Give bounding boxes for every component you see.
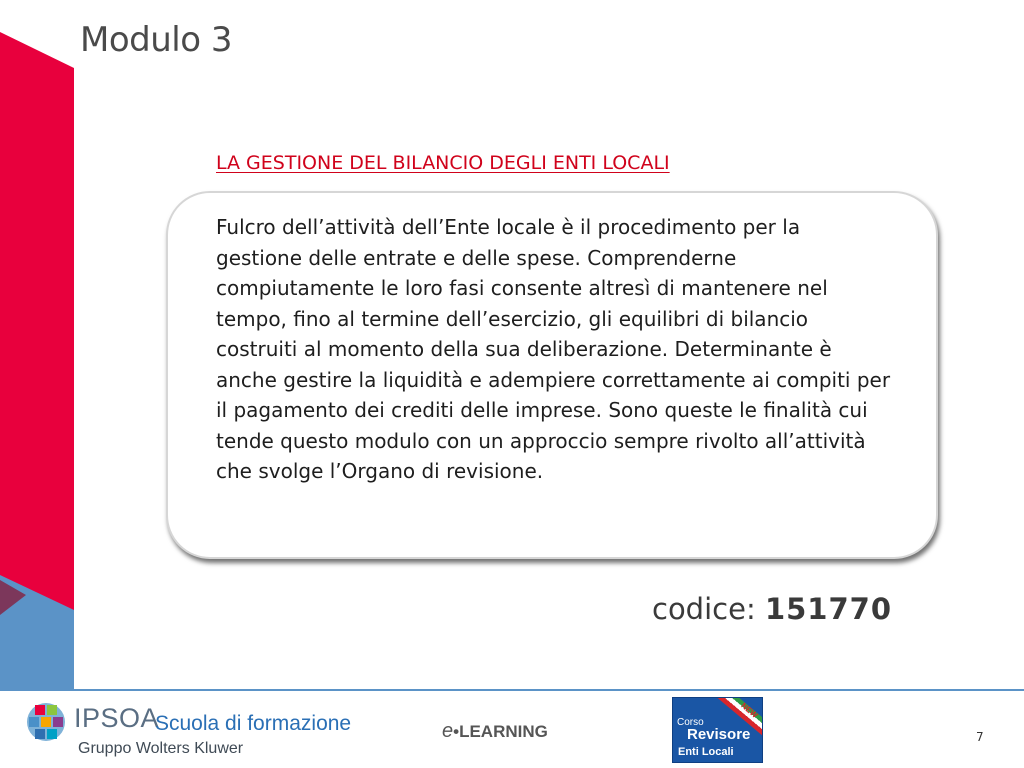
section-heading: LA GESTIONE DEL BILANCIO DEGLI ENTI LOCALI <box>216 152 670 174</box>
slide-title: Modulo 3 <box>80 20 232 60</box>
ipsoa-logo-icon <box>24 700 68 744</box>
badge-new-label: NEW <box>739 701 760 720</box>
page-number: 7 <box>976 730 984 744</box>
badge-enti-locali: Enti Locali <box>678 746 734 758</box>
scuola-di-formazione: Scuola di formazione <box>155 712 352 735</box>
elearning-text: •LEARNING <box>453 722 548 741</box>
gruppo-wolters-kluwer: Gruppo Wolters Kluwer <box>78 740 244 757</box>
elearning-logo <box>442 720 548 743</box>
ipsoa-brand: IPSOA <box>74 703 160 733</box>
course-code-label: codice: <box>652 592 756 626</box>
elearning-e: e <box>442 720 454 742</box>
module-description: Fulcro dell’attività dell’Ente locale è il procedimento per la gestione delle entrate e delle spese. Comprenderne compiutamente le loro fasi consente altresì di mantenere nel tempo, fino al termine dell’esercizio, gli equilibri di bilancio costruiti al momento della sua deliberazione. Determinante è anche gestire la liquidità e adempiere correttamente ai compiti per il pagamento dei crediti delle imprese. Sono queste le finalità cui tende questo modulo con un approccio sempre rivolto all’attività che svolge l’Organo di revisione. <box>216 215 891 483</box>
badge-revisore: Revisore <box>687 726 751 743</box>
left-decorative-band <box>0 0 74 690</box>
course-code <box>652 592 892 626</box>
corso-revisore-badge <box>672 697 763 763</box>
footer-divider <box>0 689 1024 691</box>
badge-corso: Corso <box>677 717 704 728</box>
course-code-value: 151770 <box>764 592 893 626</box>
